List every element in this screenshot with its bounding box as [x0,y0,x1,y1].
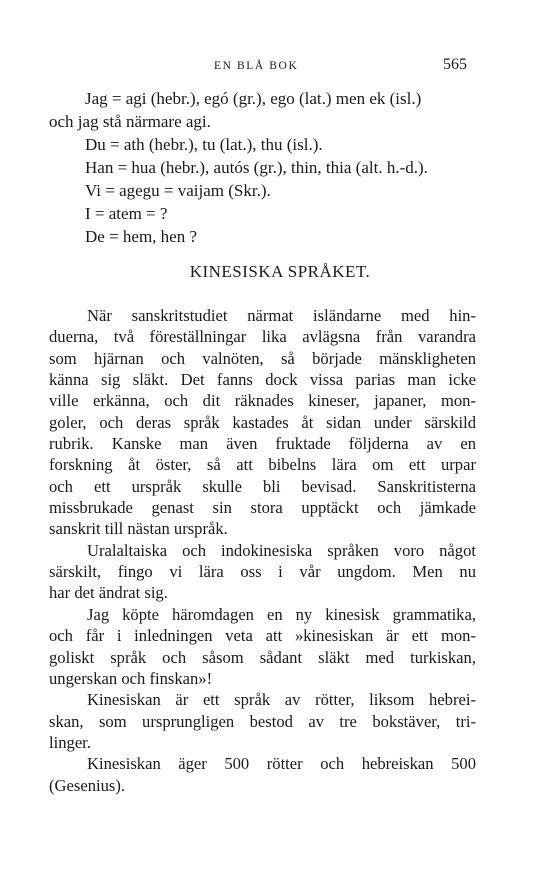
text-line: När sanskritstudiet närmat isländarne med hin- [87,306,476,325]
text-line: Kinesiskan äger 500 rötter och hebreiskan 500 [87,754,476,774]
text-line: missbrukade genast sin stora upptäckt och jämkade [49,498,476,518]
page-number: 565 [443,56,467,73]
text-line: goler, och deras språk kastades åt sidan under särskild [49,412,476,432]
text-line: känna sig släkt. Det fanns dock vissa parias man icke [49,370,476,390]
text-line: ville erkänna, och dit räknades kineser, japaner, mon- [49,391,476,411]
text-line: särskilt, fingo vi lära oss i vår ungdom. Men nu [49,562,476,582]
text-line: ungerskan och finskan»! [49,668,213,688]
section-heading: KINESISKA SPRÅKET. [189,262,371,281]
pronoun-line: Vi = agegu = vaijam (Skr.). [85,181,271,200]
running-title: EN BLÅ BOK [214,60,299,72]
text-line: sanskrit till nästan urspråk. [49,519,228,539]
pronoun-line: Du = ath (hebr.), tu (lat.), thu (isl.). [85,135,323,154]
text-line: goliskt språk och såsom sådant släkt med turkiskan, [49,647,476,667]
text-line: som hjärnan och valnöten, så började mänskligheten [49,348,476,368]
text-line: Uralaltaiska och indokinesiska språken voro något [87,540,476,560]
text-line: linger. [49,732,91,752]
pronoun-line: De = hem, hen ? [85,227,198,246]
text-line: forskning åt öster, så att bibelns lära om ett urpar [49,455,476,475]
text-line: Jag köpte häromdagen en ny kinesisk grammatika, [87,604,476,624]
body-text [49,305,476,796]
text-line: och ett urspråk skulle bli bevisad. Sanskritisterna [49,476,476,496]
text-line: har det ändrat sig. [49,583,168,603]
page-header [0,56,560,78]
text-line: rubrik. Kanske man även fruktade följderna av en [49,434,476,454]
pronoun-line: Han = hua (hebr.), autós (gr.), thin, thia (alt. h.-d.). [85,158,428,177]
pronoun-line: Jag = agi (hebr.), egó (gr.), ego (lat.) men ek (isl.) [85,89,422,108]
text-line: (Gesenius). [49,775,126,795]
text-line: Kinesiskan är ett språk av rötter, liksom hebrei- [87,690,476,710]
pronoun-line: och jag stå närmare agi. [49,112,211,131]
text-line: skan, som ursprungligen bestod av tre bokstäver, tri- [49,711,476,731]
pronoun-line: I = atem = ? [85,204,168,223]
text-line: och får i inledningen veta att »kinesiskan är ett mon- [49,626,476,646]
text-line: duerna, två föreställningar lika avlägsna från varandra [49,327,476,347]
